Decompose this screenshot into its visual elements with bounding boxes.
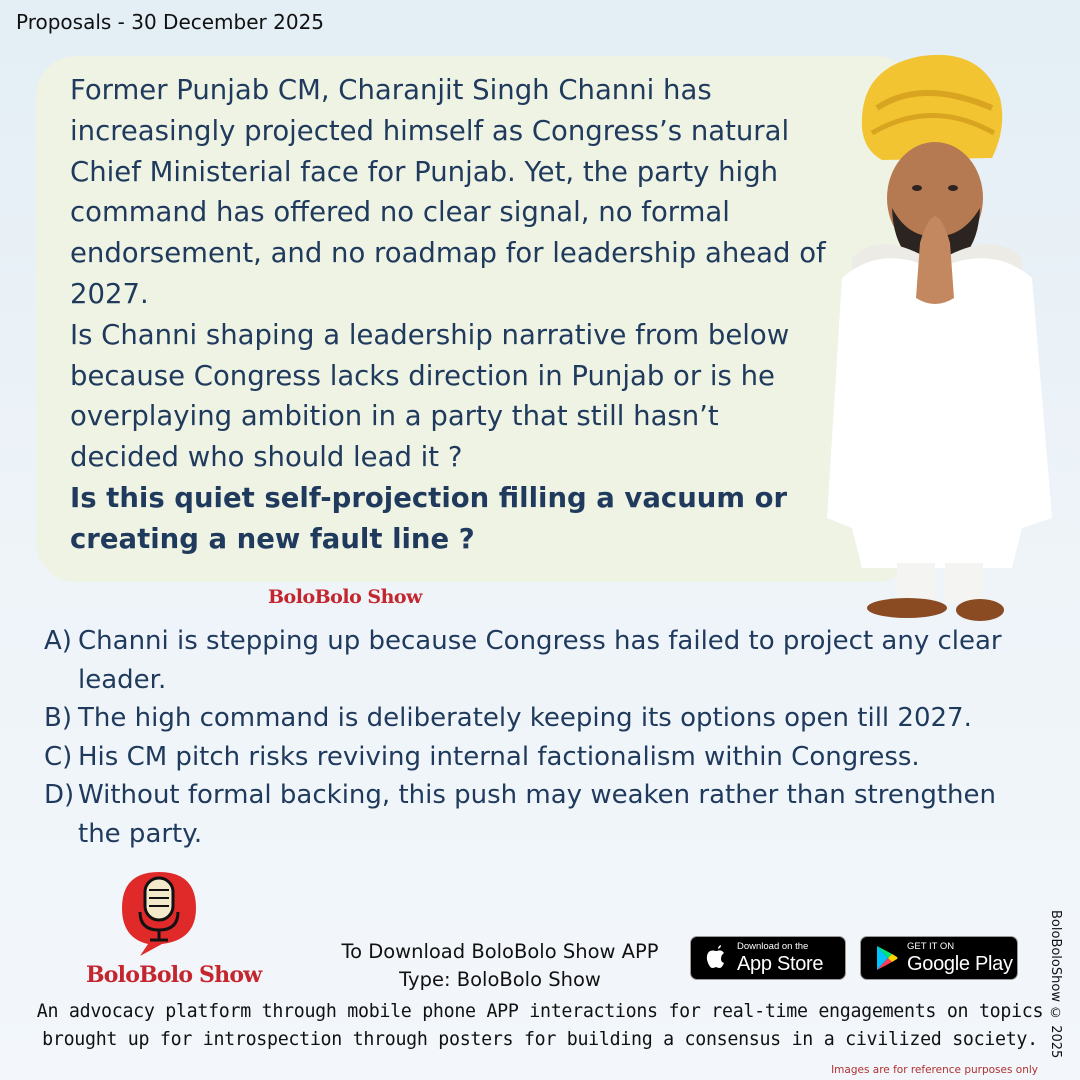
app-store-badge[interactable] — [690, 936, 846, 980]
app-store-small-text: Download on the — [737, 941, 809, 953]
download-line-2: Type: BoloBolo Show — [399, 968, 601, 991]
google-play-small-text: GET IT ON — [907, 941, 955, 953]
option-letter: A) — [44, 626, 72, 656]
option-c — [44, 738, 1024, 777]
option-letter: C) — [44, 741, 73, 772]
question-context: Former Punjab CM, Charanjit Singh Channi has increasingly projected himself as Congress’s natural Chief Ministerial face for Punjab. Yet, the party high command has offered no clear signal, no formal endorsement, and no roadmap for leadership ahead of 2027. — [70, 74, 826, 310]
question-prompt: Is Channi shaping a leadership narrative from below because Congress lacks direction in Punjab or is he overplaying ambition in a party that still hasn’t decided who should lead it ? — [70, 318, 790, 474]
platform-tagline: An advocacy platform through mobile phone APP interactions for real-time engagements on topics brought up for introspection through posters for building a consensus in a civilized society. — [36, 1001, 1044, 1050]
option-letter: D) — [44, 780, 75, 810]
question-text — [70, 70, 830, 560]
option-text: Without formal backing, this push may weaken rather than strengthen the party. — [78, 780, 996, 849]
download-line-1: To Download BoloBolo Show APP — [341, 940, 659, 963]
option-text: His CM pitch risks reviving internal factionalism within Congress. — [78, 741, 920, 772]
option-letter: B) — [44, 703, 72, 733]
page-date-title: Proposals - 30 December 2025 — [16, 10, 325, 34]
option-b — [44, 699, 1024, 738]
brand-watermark: BoloBolo Show — [268, 586, 422, 608]
google-play-big-text: Google Play — [907, 952, 1013, 975]
copyright-notice: BoloBoloShow © 2025 — [1048, 910, 1063, 1059]
google-play-badge[interactable] — [860, 936, 1018, 980]
question-headline: Is this quiet self-projection filling a vacuum or creating a new fault line ? — [70, 481, 788, 555]
answer-options — [44, 622, 1024, 853]
app-store-big-text: App Store — [737, 952, 824, 975]
option-a — [44, 622, 1024, 699]
option-text: Channi is stepping up because Congress has failed to project any clear leader. — [78, 626, 1002, 695]
image-disclaimer: Images are for reference purposes only — [831, 1064, 1038, 1076]
google-play-icon — [871, 943, 901, 973]
download-instructions — [330, 938, 670, 994]
microphone-logo-icon — [118, 868, 200, 958]
politician-illustration — [822, 48, 1062, 623]
footer-brand-name: BoloBolo Show — [86, 962, 262, 988]
apple-icon — [701, 943, 731, 973]
option-d — [44, 776, 1024, 853]
option-text: The high command is deliberately keeping its options open till 2027. — [78, 703, 972, 733]
